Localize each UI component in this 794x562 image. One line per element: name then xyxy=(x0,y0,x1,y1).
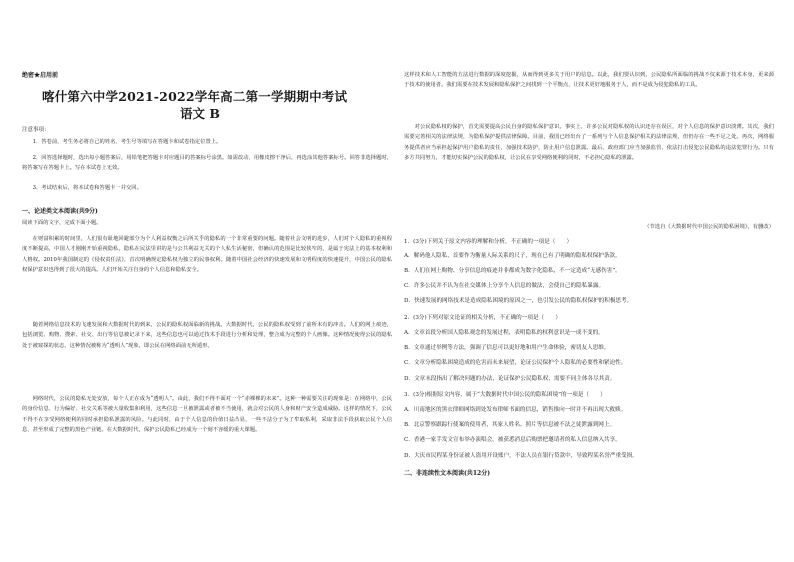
section1-instruction: 阅读下面的文字，完成下面小题。 xyxy=(22,220,102,226)
question-1-option-c: C．许多公民并不认为在社交媒体上分享个人信息的做法，会使自己的隐私暴露。 xyxy=(404,283,605,289)
question-3-stem: 3．(3分)根据原文内容，属于“大数据时代中国公民的隐私困境”的一项是（ ） xyxy=(404,392,606,398)
question-3-option-c: C．香港一家手发文宣布举办演唱会，被获悉消息后购票把邀请者的私人信息纳入共享。 xyxy=(404,437,621,443)
notice-item-3: 3．考试结束后，将本试卷和答题卡一并交回。 xyxy=(32,185,142,191)
section1-title: 一、论述类文本阅读(共9分) xyxy=(22,208,98,215)
passage-source: （节选自《大数据时代中国公民的隐私困境》，有删改） xyxy=(644,224,774,230)
passage-paragraph-3: 网络时代，公民的隐私无处安放，每个人正在成为“透明人”。由此，我们不得不面对一个“赤裸裸的未来”。这种一种需要关注的现象是：在网络中，公民的身份信息、行为偏好、社交关系等被大量收集和利用，这些信息一旦被泄露或者被不当使用，就会对公民的人身和财产安全造成威胁。这样的情况下，公民不得不在享受网络便利的同时承担隐私泄露的风险。与此同时，由于个人信息的价值日益凸显，一些不法分子为了牟取私利，采取非法手段获取公民个人信息，甚至形成了完整的黑色产业链。在大数据时代，保护公民隐私已经成为一个刻不容缓的重大课题。 xyxy=(22,396,392,434)
secret-label: 绝密★启用前 xyxy=(22,72,59,79)
exam-title: 喀什第六中学2021-2022学年高二第一学期期中考试 xyxy=(42,89,348,104)
question-2-option-b: B．文章通过举例等方法，强调了信息可以更好地和用户生命体验，密切友人思维。 xyxy=(404,345,610,351)
question-1-option-b: B．人们在网上购物、分享信息的痕迹并非都成为数字化隐私，不一定造成“无感伤害”。 xyxy=(404,268,621,274)
question-3-option-a: A．川南地区的黑衣律师网络到处发布律师书面的信息，销售推向一时并不再出现大救赎。 xyxy=(404,407,627,413)
section2-title: 二、非连续性文本阅读(共12分) xyxy=(404,470,491,477)
question-3-option-b: B．北京警察跟踪行使案的使用者，其家人姓名、照片等信息被不法之徒泄露到网上。 xyxy=(404,422,616,428)
passage-paragraph-4: 这样技术和人工智能的方法进行数据的深度挖掘，从而得到更多关于用户的信息。以此，我们要认识到，公民隐私所面临的挑战不仅来源于技术本身，更来源于技术的使用者。我们需要在技术发展和隐私保护之间找到一个平衡点，让技术更好地服务于人，而不是成为侵犯隐私的工具。 xyxy=(404,72,774,89)
question-2-stem: 2．(3分)下列对原文论证的相关分析，不正确的一项是（ ） xyxy=(404,315,561,321)
question-2-option-d: D．文章末段指出了解决问题的办法，论证保护公民隐私权，需要不同主体各尽其责。 xyxy=(404,376,616,382)
question-2-option-c: C．文章分析隐私困境造成的危害而未来展望，论证公民保护个人隐私的必要性和紧迫性。 xyxy=(404,360,627,366)
question-1-option-a: A．解码他人隐私，首要作为衡量人际关系的尺子，现在已有了明确的隐私权保护条款。 xyxy=(404,253,621,259)
notice-item-2: 2．回答选择题时，选出每小题答案后，用铅笔把答题卡对应题目的答案标号涂黑。如需改动，用橡皮擦干净后，再选涂其他答案标号。回答非选择题时，将答案写在答题卡上。写在本试卷上无效。 xyxy=(22,155,392,172)
passage-paragraph-5: 对公民隐私权的保护，首先需要提高公民自身的隐私保护意识。事实上，许多公民对隐私权的认识还存在误区，对个人信息的保护意识淡薄。其次，我们需要完善相关的法律法规，为隐私保护提供法律保障。目前，我国已经出台了一系列与个人信息保护相关的法律法规，但仍存在一些不足之处。再次，网络服务提供者应当承担起保护用户隐私的责任，加强技术防护，防止用户信息泄露。最后，政府部门应当加强监管，依法打击侵犯公民隐私的违法犯罪行为。只有多方共同努力，才能切实保护公民的隐私权，让公民在享受网络便利的同时，不必担心隐私的泄露。 xyxy=(404,124,774,162)
question-1-stem: 1．(3分)下列关于原文内容的理解和分析，不正确的一项是（ ） xyxy=(404,239,573,245)
question-2-option-a: A．文章首段分析国人隐私观念的发展过程，表明隐私的权利意识是一成不变的。 xyxy=(404,330,604,336)
passage-paragraph-2: 随着网络信息技术的飞速发展和大数据时代的到来，公民的隐私权面临新的挑战。大数据时代，公民的隐私权受到了前所未有的冲击。人们的网上痕迹，包括浏览、购物、搜索、社交、出行等信息被记录下来，这些信息也可以通过技术手段进行分析和处理，整合成为完整的个人画像。这种情况使得公民的隐私处于被窥探的状态，这种情况被称为“透明人”现象，即公民在网络面前无所遁形。 xyxy=(22,322,392,349)
passage-paragraph-1: 在财富积累的时间里，人们很有耻地回避部分为个人利益权衡之后所关乎的隐私的一个非常重要的问题。随着社会文明的进步，人们对个人隐私的重视程度不断提高，中国人才刚刚开始重视隐私，隐私在民法里讲的是与公共利益无关的个人私生活秘密，但确认的范围是比较狭窄的，是属于宪法上的基本权利和人格权。2010年我国制定的《侵权责任法》，首次明确规定隐私权为独立的民事权利。随着中国社会经济的快速发展和文明程度的快速提升，中国公民的隐私权保护意识也得到了很大的提高。人们开始关注自身的个人信息和隐私安全。 xyxy=(22,236,392,274)
question-1-option-d: D．快速发展的网络技术是造成隐私困境的原因之一，也引发公民的隐私权保护的积极思考。 xyxy=(404,298,633,304)
question-3-option-d: D．大庆市民程某身份证被人盗用开设账户，不法人员在银行贷款中，导致程某名誉严重受损。 xyxy=(404,453,638,459)
notice-item-1: 1．答卷前，考生务必将自己的姓名、考生号等填写在答题卡和试卷指定位置上。 xyxy=(32,139,222,145)
exam-subtitle: 语文 B xyxy=(180,106,220,121)
notice-heading: 注意事项： xyxy=(22,127,50,133)
